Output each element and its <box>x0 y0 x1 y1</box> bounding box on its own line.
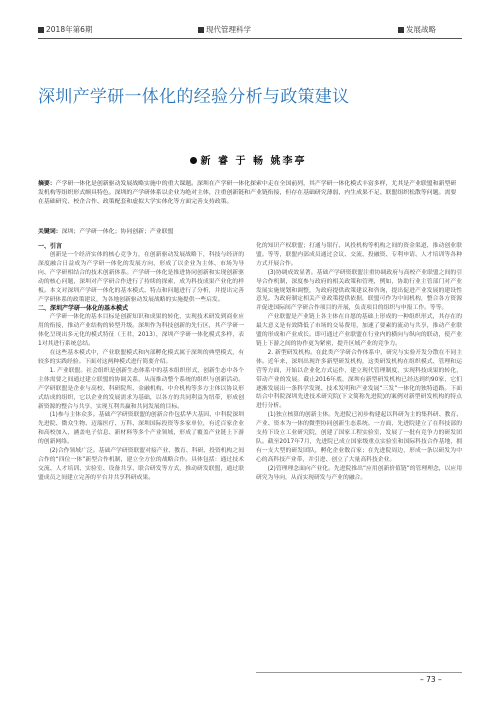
abstract <box>38 180 462 207</box>
paragraph: 产业联盟是产业链上各主体在自愿的基础上形成的一种组织形式，其存在的最大意义是有效降低了市场的交易费用，加速了要素的流动与共享，推动产业联盟的形成和产业成长。即可通过产业联盟在行业内的横向与纵向的联动，使产业链上下游之间的协作更为紧密，提升区域产业的竞争力。 <box>256 314 462 347</box>
square-bullet-icon <box>38 27 44 33</box>
paragraph: 在这些基本模式中，产业联盟模式和内部孵化模式属于深圳的典型模式，有较多的实践经验。下面对这两种模式进行简要介绍。 <box>38 350 244 365</box>
header-date: 2018年第6期 <box>38 24 92 35</box>
paragraph: 2. 新型研发机构。在此类产学研合作体系中，研究与实验开发分散在不同主体。近年来，深圳出现许多新型研发机构，这类研发机构在组织模式、管理和运营等方面，开始以企业化方式运作，建立现代管理制度，实现科技成果的转化，带动产业的发展。截止2016年底，深圳有新型研发机构已经达到约90家，它们逐渐发展出一条科学发现、技术发明和产业发展“三发”一体化的独特道路。下面结合中科院深圳先进技术研究院(下文简称先进院)的案例对新型研发机构的特点进行分析。 <box>256 349 462 410</box>
abstract-text: 产学研一体化是创新驱动发展战略实施中的重大课题。深圳在产学研一体化探索中走在全国前列，其产学研一体化模式丰富多样，尤其是产业联盟和新型研发机构等组织形式颇具特色。深圳的产学研体系以企业为绝对主体，注重创新链和产业链衔接，但存在基础研究薄弱、内生成果不足、联盟组织松散等问题。需要在基础研究、校企合作、政策配套和虚拟大学实体化等方面完善支持政策。 <box>38 181 457 205</box>
paragraph: (2)管理理念面向产业化。先进院推出“应用创新价值链”的管理理念，以应用研究为导向，从而实现研发与产业的融合。 <box>256 465 462 481</box>
footer-rule <box>256 672 462 673</box>
header-rule <box>38 38 462 39</box>
abstract-label: 摘要： <box>38 181 56 187</box>
keywords-label: 关键词： <box>38 229 62 235</box>
paragraph: 化的知识产权联盟；打通与银行、风投机构等机构之间的资金渠道，推动创业联盟。等等，联盟内部成员通过会议、交流、投融资、专利申请、人才培训等各种方式开展合作。 <box>256 243 462 267</box>
section-heading: 一、引言 <box>38 243 63 250</box>
bullet-icon <box>190 157 197 164</box>
paragraph: 产学研一体化的基本目标是创新知识和成果的转化，实现技术研发到商业应用的衔接，推动产业结构的转型升级。深圳作为科技创新的先行区，其产学研一体化呈现出多元化的模式特征（王君，2013），深圳产学研一体化模式多样，表1对其进行系统总结。 <box>38 314 244 348</box>
page-number: – 73 – <box>420 675 442 684</box>
paragraph: (3)协调成效显著。基础产学研资联盟注重协调政府与高校产业联盟之间的引导合作机制，深度参与政府的相关政策和管理，例如，协助行业主管部门对产业发展实施规划和调整，为政府提供政策建议和咨询，提出促进产业发展的建设性意见。为政府制定相关产业政策提供依据，联盟可作为中间机构，整合各方资源并促进国际间产学研合作项目的开展，负责项目的组织与申报工作。等等。 <box>256 269 462 312</box>
paragraph: (1)独立核算的创新主体。先进院已初步构建起以科研为主的集科研、教育、产业、资本为一体的微型协同创新生态系统。一方面，先进院建立了在科技部的支持下设立工业研究院，创建了国家工程实验室，发展了一批有竞争力的研发团队。截至2017年7月，先进院已成立国家级重点实验室和国际科技合作基地，拥有一支大型的研发团队，孵化企业数百家；在先进院周边，形成一条以研发为中心的高科技产业带，并引进、创立了大量高科技企业。 <box>256 412 462 463</box>
section-heading: 二、深圳产学研一体化的基本模式 <box>38 305 129 313</box>
header-journal: 现代管理科学 <box>198 24 251 35</box>
square-bullet-icon <box>398 27 404 33</box>
paragraph: 1. 产业联盟。社会组织是创新生态体系中的基本组织形式，创新生态中各个主体需要之间通过建立联盟的协调关系，从而推动整个系统的组织与创新活动。产学研联盟是企业与高校、科研院所、金融机构、中介机构等多方主体以协议形式结成的组织，它以企业的发展需求为基础，以各方的共同利益为纽带，形成创新资源的整合与共享，实现互利共赢和共同发展的目标。 <box>38 367 244 410</box>
paragraph: (2)合作领域广泛。基础产学研资联盟对接产业、教育、科研、投资机构之间合作的“四位一体”新型合作机制，建立全方位的战略合作。具体包括：通过技术交流、人才培训、实验室、设备共享、联合研发等方式，推动研发联盟，通过联盟成员之间建立完善的平台并共享科研成果。 <box>38 448 244 481</box>
keywords <box>38 228 462 237</box>
keywords-text: 深圳；产学研一体化；协同创新；产业联盟 <box>61 229 174 235</box>
body-left-column <box>38 242 244 483</box>
body-right-column <box>256 242 462 482</box>
header-column: 发展战略 <box>398 24 436 35</box>
author-names: 新 睿 于 畅 姚李亭 <box>200 156 307 167</box>
paragraph: 创新是一个经济实体的核心竞争力，在创新驱动发展战略下，科技与经济的深度融合日益成为产学研一体化的发展方向，形成了以企业为主体、市场为导向、产学研相结合的技术创新体系。产学研一体化是推进协同创新和实现创新驱动的核心问题，深圳对产学研合作进行了持续的探索，成为科技成果产业化的样板。本文对深圳产学研一体化的基本模式、特点和问题进行了分析，并提出完善产学研体系的政策建议，为各地创新驱动发展战略的实施提供一些启发。 <box>38 252 244 303</box>
author-line <box>0 152 496 167</box>
running-header <box>38 24 462 36</box>
article-title: 深圳产学研一体化的经验分析与政策建议 <box>38 87 350 107</box>
square-bullet-icon <box>198 27 204 33</box>
paragraph: (1)参与主体众多。基础产学研资联盟的创新合作包括华大基因、中科院深圳先进院、微众生物、迈瑞医疗、万科、深圳国际投资等多家单位，有近百家企业和高校加入，涵盖电子信息、新材料等多个产业领域，形成了覆盖产业链上下游的创新网络。 <box>38 412 244 446</box>
